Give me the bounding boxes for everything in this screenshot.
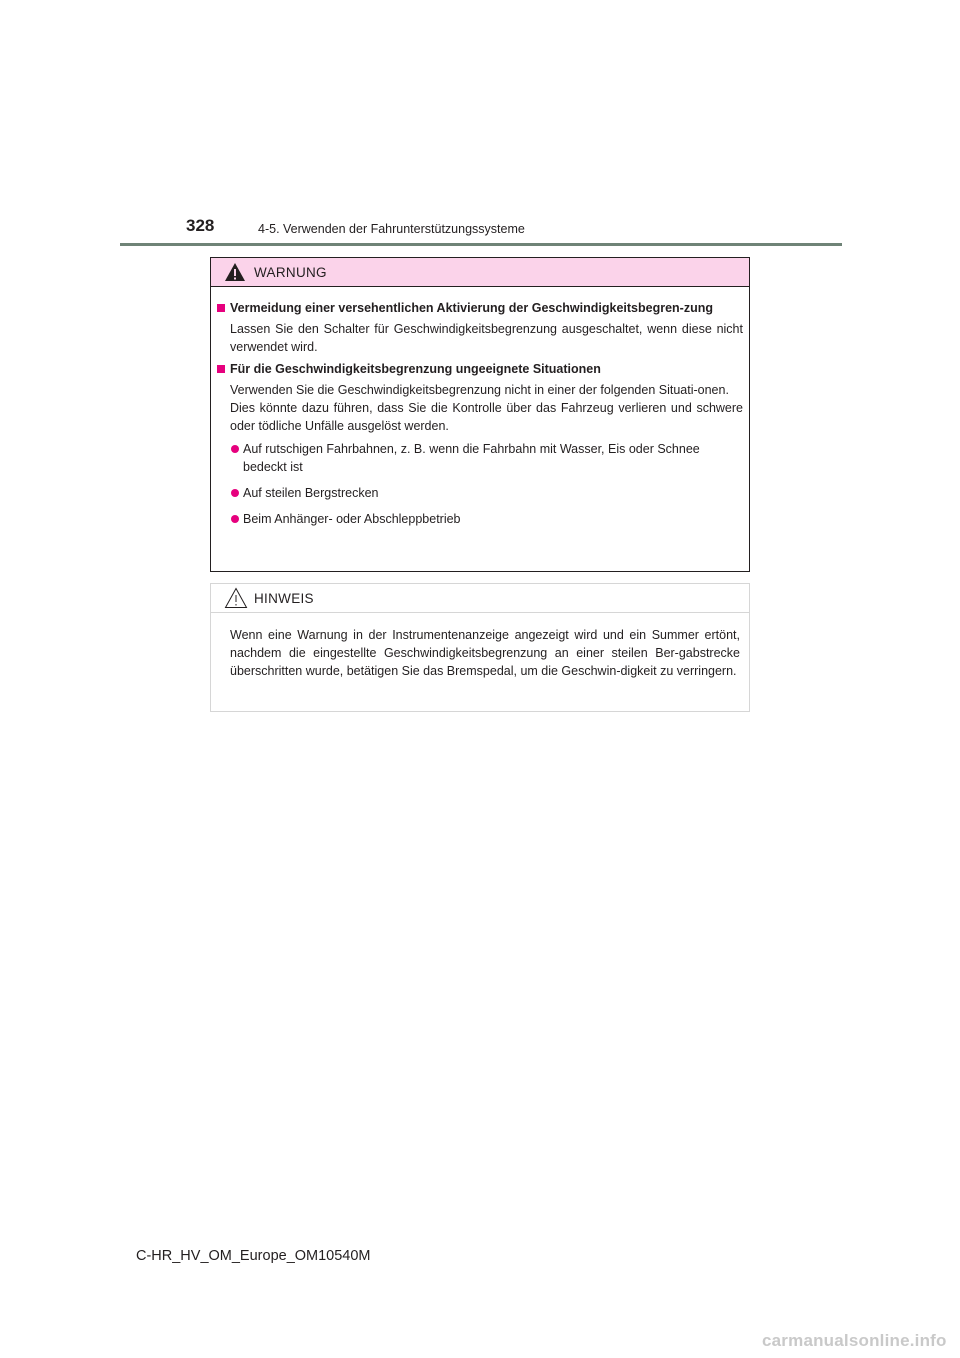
- list-item: Auf steilen Bergstrecken: [217, 484, 743, 502]
- warning-title: WARNUNG: [254, 265, 327, 280]
- footer-code: C-HR_HV_OM_Europe_OM10540M: [136, 1248, 371, 1264]
- hinweis-title: HINWEIS: [254, 591, 314, 606]
- watermark: carmanualsonline.info: [762, 1331, 947, 1350]
- hinweis-box: [210, 583, 750, 712]
- page-number: 328: [186, 216, 215, 235]
- section-title: 4-5. Verwenden der Fahrunterstützungssysteme: [258, 222, 525, 236]
- round-bullet-icon: [231, 489, 239, 497]
- header-rule: [120, 243, 842, 246]
- warning-item-text: Verwenden Sie die Geschwindigkeitsbegrenzung nicht in einer der folgenden Situati-onen.: [230, 383, 729, 397]
- warning-item-heading: Vermeidung einer versehentlichen Aktivierung der Geschwindigkeitsbegren-zung: [217, 299, 743, 317]
- warning-item-heading: Für die Geschwindigkeitsbegrenzung ungeeignete Situationen: [217, 360, 743, 378]
- round-bullet-icon: [231, 445, 239, 453]
- warning-body: [211, 287, 749, 528]
- warning-item-text: Lassen Sie den Schalter für Geschwindigkeitsbegrenzung ausgeschaltet, wenn diese nicht verwendet wird.: [230, 322, 743, 354]
- hinweis-header: [211, 584, 749, 613]
- warning-box: [210, 257, 750, 572]
- list-item: Beim Anhänger- oder Abschleppbetrieb: [217, 510, 743, 528]
- square-bullet-icon: [217, 304, 225, 312]
- square-bullet-icon: [217, 365, 225, 373]
- list-item: Auf rutschigen Fahrbahnen, z. B. wenn die Fahrbahn mit Wasser, Eis oder Schnee bedeckt ist: [217, 440, 743, 476]
- warning-header: [211, 258, 749, 287]
- warning-triangle-icon: [224, 262, 246, 282]
- round-bullet-icon: [231, 515, 239, 523]
- warning-item-text: Dies könnte dazu führen, dass Sie die Kontrolle über das Fahrzeug verlieren und schwere oder tödliche Unfälle ausgelöst werden.: [230, 401, 743, 433]
- hinweis-text: Wenn eine Warnung in der Instrumentenanzeige angezeigt wird und ein Summer ertönt, nachdem die eingestellte Geschwindigkeitsbegrenzung an einer steilen Ber-gabstrecke überschritten wurde, betätigen Sie das Bremspedal, um die Geschwin-digkeit zu verringern.: [230, 628, 740, 678]
- caution-outline-icon: [224, 587, 248, 609]
